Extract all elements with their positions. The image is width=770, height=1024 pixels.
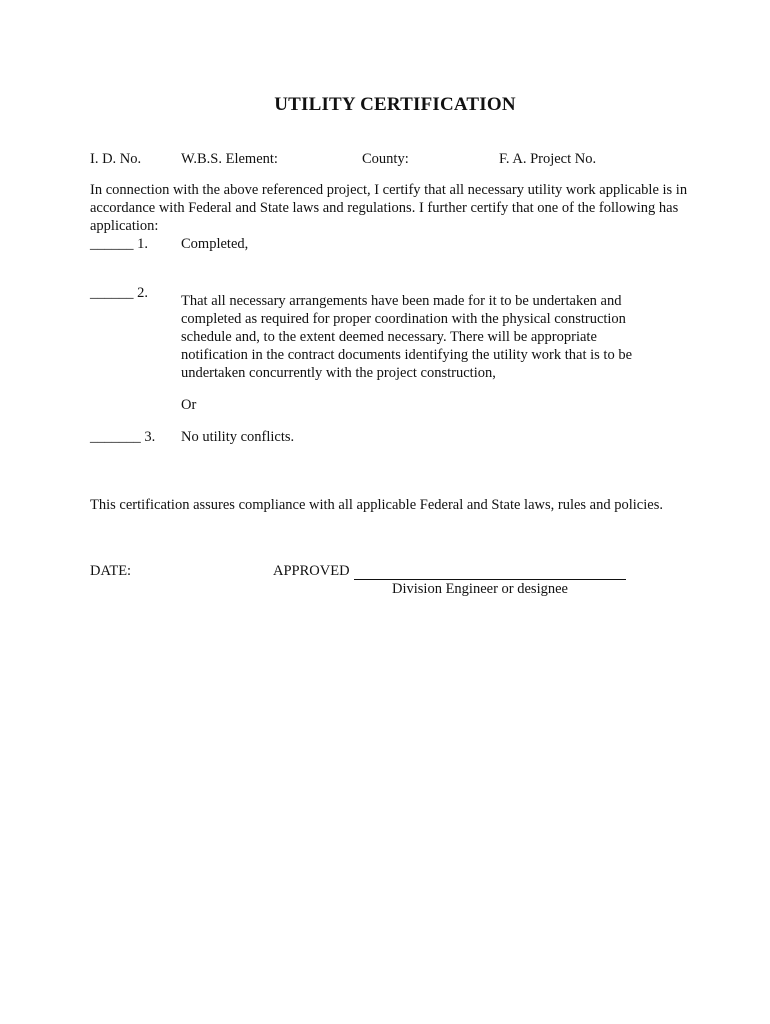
county-label: County: (362, 151, 409, 167)
option-3-blank: _______ 3. (90, 429, 156, 445)
document-title: UTILITY CERTIFICATION (274, 94, 516, 115)
option-2-text: That all necessary arrangements have been made for it to be undertaken and completed as required for proper coordination with the physical construction schedule and, to the extent deemed necessary. There will be appropriate notification in the contract documents identifying the utility work that is to be undertaken concurrently with the project construction, (181, 293, 633, 381)
approved-label: APPROVED (273, 563, 350, 579)
option-3-text: No utility conflicts. (181, 429, 295, 445)
option-1-blank: ______ 1. (90, 236, 148, 252)
signer-title: Division Engineer or designee (392, 581, 568, 597)
fa-project-no-label: F. A. Project No. (499, 151, 597, 167)
intro-paragraph: In connection with the above referenced project, I certify that all necessary utility work applicable is in accordance with Federal and State laws and regulations. I further certify that one of the following has application: (90, 182, 688, 234)
id-no-label: I. D. No. (90, 151, 142, 167)
wbs-element-label: W.B.S. Element: (181, 151, 278, 167)
certification-paragraph: This certification assures compliance with all applicable Federal and State laws, rules and policies. (90, 497, 663, 513)
or-text: Or (181, 397, 197, 413)
option-1-text: Completed, (181, 236, 249, 252)
option-2-blank: ______ 2. (90, 285, 148, 301)
signature-line (354, 579, 626, 580)
date-label: DATE: (90, 563, 132, 579)
